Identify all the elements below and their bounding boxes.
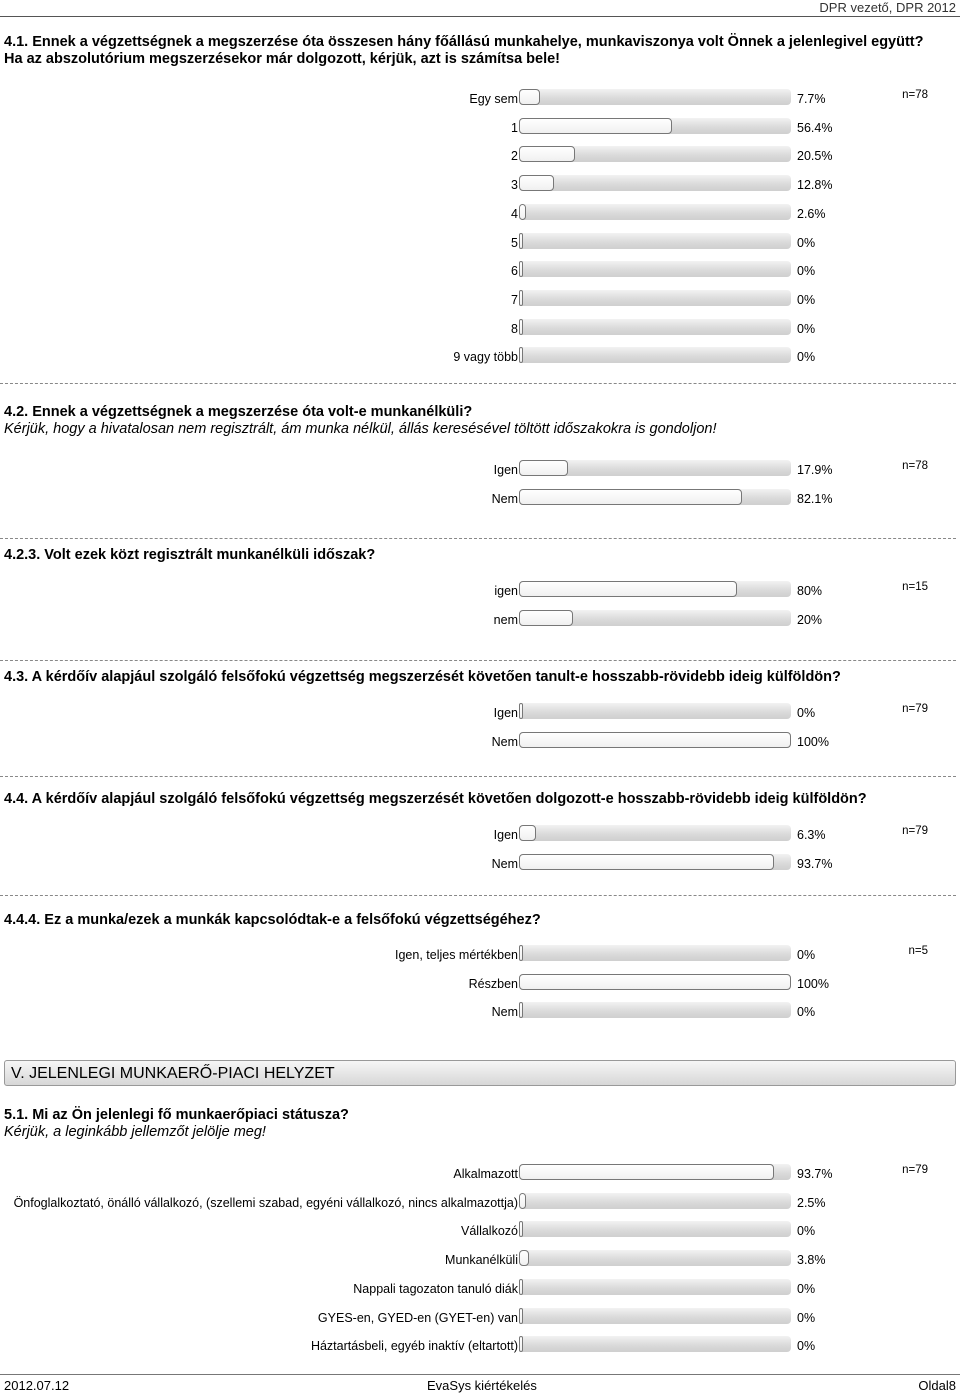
percentage-bar-fill [519,1193,526,1209]
answer-percentage: 2.6% [797,207,826,221]
question-divider [0,776,956,777]
answer-row [4,118,954,138]
section-heading [4,1060,956,1086]
percentage-bar-track [519,610,791,626]
answer-row [4,290,954,310]
question-subtitle: Kérjük, a leginkább jellemzőt jelölje meg! [4,1124,266,1140]
question-title-text: 4.2.3. Volt ezek közt regisztrált munkanélküli időszak? [4,547,376,563]
footer-divider [0,1374,960,1375]
respondent-count: n=78 [902,460,928,472]
footer-date: 2012.07.12 [4,1378,70,1393]
percentage-bar-fill [519,146,575,162]
respondent-count: n=79 [902,703,928,715]
answer-label: Részben [468,977,518,991]
respondent-count: n=79 [902,1164,928,1176]
question-divider [0,660,956,661]
answer-row [4,854,954,874]
answer-row [4,581,954,601]
answer-percentage: 0% [797,264,816,278]
header-divider [0,16,960,17]
percentage-bar-fill [519,1002,523,1018]
answer-label: 8 [511,322,518,336]
percentage-bar-fill [519,825,536,841]
answer-percentage: 20% [797,613,823,627]
percentage-bar-track [519,233,791,249]
percentage-bar-track [519,319,791,335]
answer-percentage: 0% [797,236,816,250]
answer-label: Igen [493,463,518,477]
question-title-text: 4.2. Ennek a végzettségnek a megszerzése óta volt-e munkanélküli? [4,404,473,420]
answer-row [4,146,954,166]
answer-percentage: 17.9% [797,463,833,477]
percentage-bar-fill [519,204,526,220]
answer-label: igen [494,584,518,598]
question-title-text: 4.1. Ennek a végzettségnek a megszerzése óta összesen hány főállású munkahelye, munkaviszonya volt Önnek a jelenlegivel együtt? Ha az abszolutórium megszerzésekor már dolgozott, kérjük, azt is számítsa bele! [4,34,924,67]
answer-percentage: 0% [797,948,816,962]
percentage-bar-fill [519,233,523,249]
percentage-bar-fill [519,610,573,626]
answer-percentage: 20.5% [797,149,833,163]
answer-row [4,1250,954,1270]
answer-label: Nem [491,1005,518,1019]
percentage-bar-track [519,945,791,961]
percentage-bar-fill [519,581,737,597]
percentage-bar-fill [519,854,774,870]
respondent-count: n=79 [902,825,928,837]
percentage-bar-fill [519,1221,523,1237]
question-title-text: 4.4. A kérdőív alapjául szolgáló felsőfokú végzettség megszerzését követően dolgozott-e hosszabb-rövidebb ideig külföldön? [4,791,867,807]
percentage-bar-fill [519,460,568,476]
answer-row [4,1002,954,1022]
percentage-bar-track [519,1164,791,1180]
answer-label: 4 [511,207,518,221]
answer-percentage: 6.3% [797,828,826,842]
answer-percentage: 80% [797,584,823,598]
question-title-text: 5.1. Mi az Ön jelenlegi fő munkaerőpiaci státusza? [4,1107,349,1123]
answer-percentage: 0% [797,1224,816,1238]
percentage-bar-track [519,1193,791,1209]
percentage-bar-track [519,974,791,990]
respondent-count: n=15 [902,581,928,593]
answer-row [4,319,954,339]
percentage-bar-fill [519,1164,774,1180]
question-title-text: 4.4.4. Ez a munka/ezek a munkák kapcsolódtak-e a felsőfokú végzettségéhez? [4,912,541,928]
percentage-bar-track [519,825,791,841]
answer-percentage: 0% [797,293,816,307]
answer-label: Nem [491,492,518,506]
answer-row [4,1279,954,1299]
question-title [4,791,934,808]
percentage-bar-track [519,1221,791,1237]
section-title: V. JELENLEGI MUNKAERŐ-PIACI HELYZET [11,1065,335,1082]
percentage-bar-fill [519,489,742,505]
percentage-bar-fill [519,945,523,961]
answer-row [4,460,954,480]
respondent-count: n=78 [902,89,928,101]
percentage-bar-track [519,146,791,162]
question-title [4,1107,934,1141]
percentage-bar-track [519,581,791,597]
answer-percentage: 0% [797,1311,816,1325]
percentage-bar-track [519,261,791,277]
answer-label: GYES-en, GYED-en (GYET-en) van [317,1311,518,1325]
percentage-bar-fill [519,1308,523,1324]
answer-percentage: 100% [797,735,829,749]
answer-label: nem [493,613,518,627]
answer-label: Nem [491,735,518,749]
percentage-bar-fill [519,732,791,748]
percentage-bar-track [519,1308,791,1324]
percentage-bar-track [519,460,791,476]
percentage-bar-track [519,89,791,105]
percentage-bar-track [519,204,791,220]
percentage-bar-track [519,1002,791,1018]
answer-label: 3 [511,178,518,192]
question-title [4,547,934,564]
answer-row [4,825,954,845]
answer-percentage: 0% [797,1005,816,1019]
percentage-bar-fill [519,89,540,105]
percentage-bar-fill [519,1279,523,1295]
percentage-bar-track [519,347,791,363]
answer-label: 6 [511,264,518,278]
answer-row [4,974,954,994]
percentage-bar-fill [519,175,554,191]
percentage-bar-fill [519,118,672,134]
footer-center: EvaSys kiértékelés [427,1378,537,1393]
answer-percentage: 3.8% [797,1253,826,1267]
answer-percentage: 56.4% [797,121,833,135]
answer-row [4,89,954,109]
answer-percentage: 0% [797,350,816,364]
answer-percentage: 82.1% [797,492,833,506]
answer-percentage: 93.7% [797,1167,833,1181]
answer-row [4,175,954,195]
answer-label: Önfoglalkoztató, önálló vállalkozó, (szellemi szabad, egyéni vállalkozó, nincs alkalmazottja) [13,1196,518,1210]
question-title-text: 4.3. A kérdőív alapjául szolgáló felsőfokú végzettség megszerzését követően tanult-e hosszabb-rövidebb ideig külföldön? [4,669,841,685]
question-title [4,669,934,686]
percentage-bar-track [519,290,791,306]
percentage-bar-track [519,175,791,191]
percentage-bar-track [519,703,791,719]
answer-label: Nappali tagozaton tanuló diák [353,1282,518,1296]
percentage-bar-track [519,1250,791,1266]
answer-row [4,489,954,509]
answer-row [4,1193,954,1213]
answer-percentage: 93.7% [797,857,833,871]
answer-row [4,610,954,630]
percentage-bar-fill [519,1336,523,1352]
percentage-bar-track [519,732,791,748]
percentage-bar-track [519,489,791,505]
percentage-bar-fill [519,974,791,990]
answer-percentage: 7.7% [797,92,826,106]
question-divider [0,538,956,539]
percentage-bar-fill [519,703,523,719]
answer-label: Alkalmazott [453,1167,518,1181]
percentage-bar-track [519,1279,791,1295]
report-header: DPR vezető, DPR 2012 [819,0,956,15]
answer-label: Igen, teljes mértékben [395,948,518,962]
percentage-bar-track [519,118,791,134]
answer-label: 5 [511,236,518,250]
answer-row [4,233,954,253]
question-title [4,404,934,438]
percentage-bar-fill [519,347,523,363]
percentage-bar-fill [519,1250,529,1266]
answer-row [4,945,954,965]
answer-label: Nem [491,857,518,871]
answer-percentage: 0% [797,1282,816,1296]
question-divider [0,383,956,384]
answer-row [4,732,954,752]
footer-page: Oldal8 [918,1378,956,1393]
answer-row [4,1336,954,1356]
answer-label: 2 [511,149,518,163]
answer-row [4,1221,954,1241]
answer-label: Háztartásbeli, egyéb inaktív (eltartott) [310,1339,518,1353]
percentage-bar-fill [519,290,523,306]
percentage-bar-fill [519,319,523,335]
answer-row [4,261,954,281]
answer-percentage: 100% [797,977,829,991]
answer-label: Vállalkozó [461,1224,518,1238]
percentage-bar-fill [519,261,523,277]
answer-row [4,703,954,723]
answer-label: Munkanélküli [445,1253,518,1267]
answer-row [4,1164,954,1184]
answer-label: 1 [511,121,518,135]
percentage-bar-track [519,854,791,870]
percentage-bar-track [519,1336,791,1352]
question-divider [0,895,956,896]
answer-row [4,204,954,224]
answer-percentage: 0% [797,706,816,720]
answer-percentage: 2.5% [797,1196,826,1210]
answer-row [4,347,954,367]
answer-percentage: 12.8% [797,178,833,192]
question-title [4,34,934,68]
question-title [4,912,934,929]
answer-label: Igen [493,828,518,842]
respondent-count: n=5 [908,945,928,957]
answer-percentage: 0% [797,322,816,336]
answer-percentage: 0% [797,1339,816,1353]
question-subtitle: Kérjük, hogy a hivatalosan nem regisztrált, ám munka nélkül, állás keresésével töltött időszakokra is gondoljon! [4,421,717,437]
answer-label: Igen [493,706,518,720]
answer-label: 9 vagy több [453,350,518,364]
answer-row [4,1308,954,1328]
answer-label: Egy sem [469,92,518,106]
answer-label: 7 [511,293,518,307]
